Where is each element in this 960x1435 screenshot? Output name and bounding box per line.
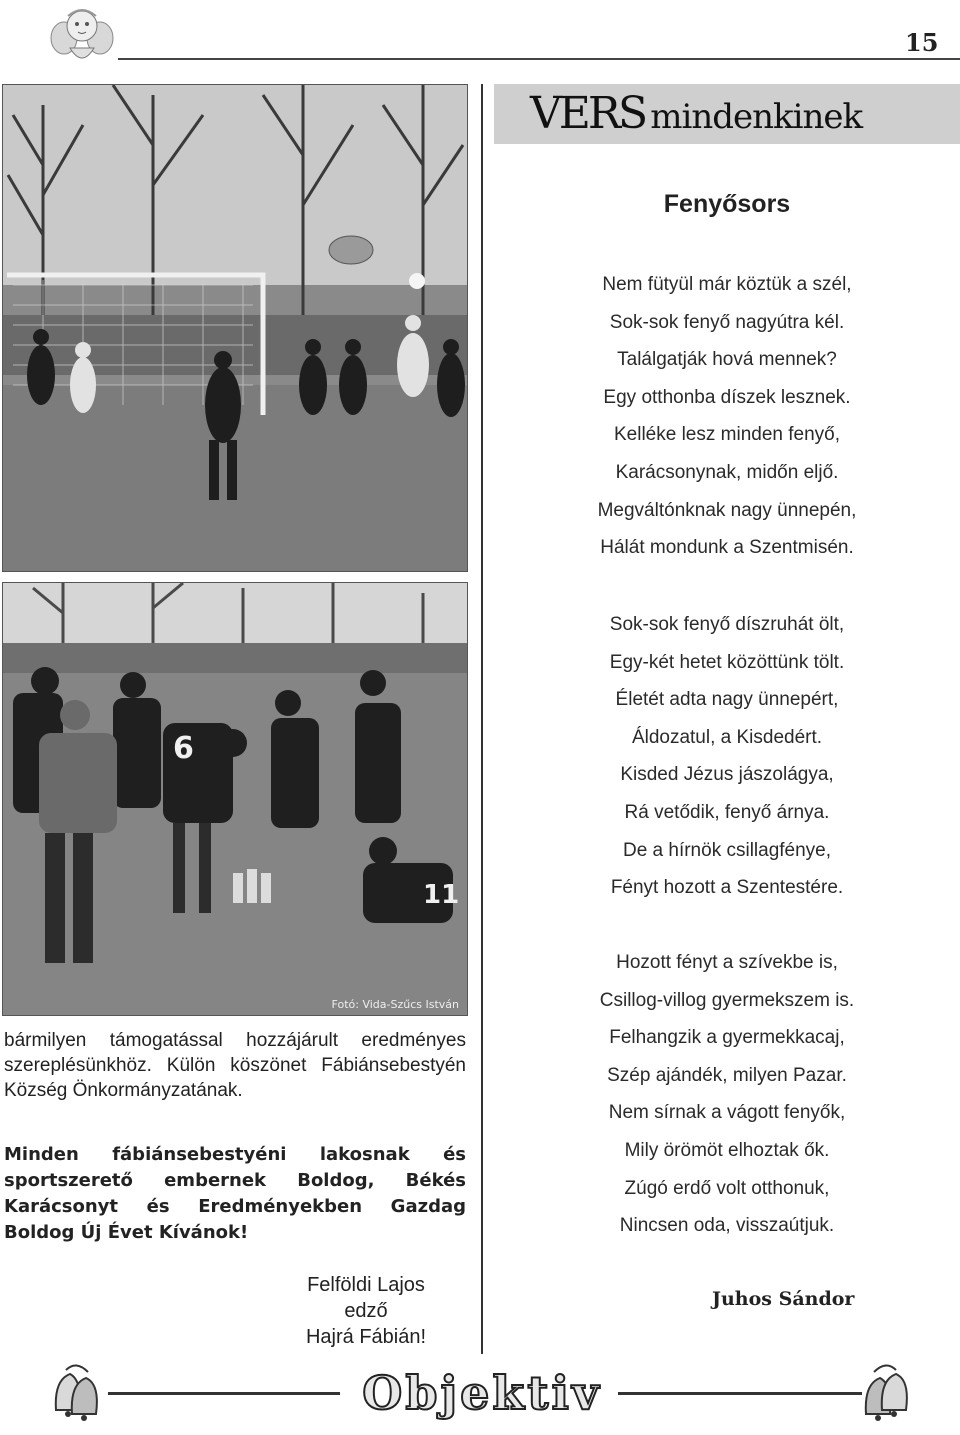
column-divider	[481, 84, 483, 1354]
poem-line: Szép ajándék, milyen Pazar.	[607, 1064, 847, 1086]
footer-rule-left	[108, 1392, 340, 1395]
holiday-greeting: Minden fábiánsebestyéni lakosnak és sportszerető embernek Boldog, Békés Karácsonyt és Eredményekben Gazdag Boldog Új Évet Kívánok!	[4, 1144, 466, 1243]
poem-stanza-2	[494, 606, 960, 907]
poem-line: Találgatják hová mennek?	[617, 349, 837, 371]
poem-line: Egy-két hetet közöttünk tölt.	[609, 651, 845, 673]
poem-line: Kisded Jézus jászolágya,	[620, 764, 834, 786]
section-title-small: mindenkinek	[650, 97, 863, 137]
bells-icon	[46, 1360, 106, 1424]
poem-line: Hálát mondunk a Szentmisén.	[600, 537, 854, 559]
poem-line: De a hírnök csillagfénye,	[622, 839, 832, 861]
poem-line: Nincsen oda, visszaútjuk.	[619, 1215, 835, 1237]
poem-line: Kelléke lesz minden fenyő,	[613, 424, 840, 446]
poem-stanza-3	[494, 944, 960, 1245]
page-number: 15	[905, 28, 939, 57]
header-rule	[118, 58, 960, 60]
poem-line: Megváltónknak nagy ünnepén,	[597, 499, 857, 521]
poem-line: Rá vetődik, fenyő árnya.	[624, 801, 830, 823]
poem-author: Juhos Sándor	[712, 1288, 855, 1310]
poem-stanza-1	[494, 266, 960, 567]
objektiv-logo: Objektiv	[362, 1366, 602, 1420]
poem-line: Életét adta nagy ünnepért,	[615, 689, 839, 711]
signature-slogan: Hajrá Fábián!	[305, 1326, 427, 1348]
signature-role: edző	[344, 1300, 388, 1322]
poem-line: Nem fütyül már köztük a szél,	[602, 274, 852, 295]
football-match-photo	[2, 84, 468, 572]
poem-line: Egy otthonba díszek lesznek.	[603, 386, 851, 408]
poem-line: Karácsonynak, midőn eljő.	[615, 461, 839, 483]
section-title	[530, 88, 862, 139]
poem-line: Fényt hozott a Szentestére.	[610, 877, 844, 899]
poem-line: Csillog-villog gyermekszem is.	[599, 989, 855, 1011]
poem-line: Áldozatul, a Kisdedért.	[631, 726, 823, 748]
signature-name: Felföldi Lajos	[307, 1274, 425, 1296]
poem-line: Zúgó erdő volt otthonuk,	[624, 1177, 830, 1199]
bells-icon	[856, 1360, 916, 1424]
poem-title: Fenyősors	[663, 190, 791, 218]
poem-line: Mily örömöt elhoztak ők.	[624, 1139, 830, 1161]
poem-line: Felhangzik a gyermekkacaj,	[609, 1027, 845, 1049]
angel-ornament	[50, 2, 114, 68]
svg-text:11: 11	[423, 880, 460, 910]
thanks-paragraph: bármilyen támogatással hozzájárult eredményes szereplésünkhöz. Külön köszönet Fábiánsebestyén Község Önkormányzatának.	[4, 1030, 466, 1101]
poem-line: Nem sírnak a vágott fenyők,	[608, 1102, 846, 1124]
signature-block	[276, 1272, 456, 1350]
photo-credit: Fotó: Vida-Szűcs István	[331, 998, 459, 1011]
poem-line: Hozott fényt a szívekbe is,	[616, 952, 838, 973]
footer-rule-right	[618, 1392, 862, 1395]
poem-line: Sok-sok fenyő díszruhát ölt,	[609, 614, 845, 635]
svg-text:6: 6	[173, 731, 194, 766]
team-break-photo	[2, 582, 468, 1016]
poem-line: Sok-sok fenyő nagyútra kél.	[609, 311, 845, 333]
section-title-big: VERS	[530, 88, 646, 139]
